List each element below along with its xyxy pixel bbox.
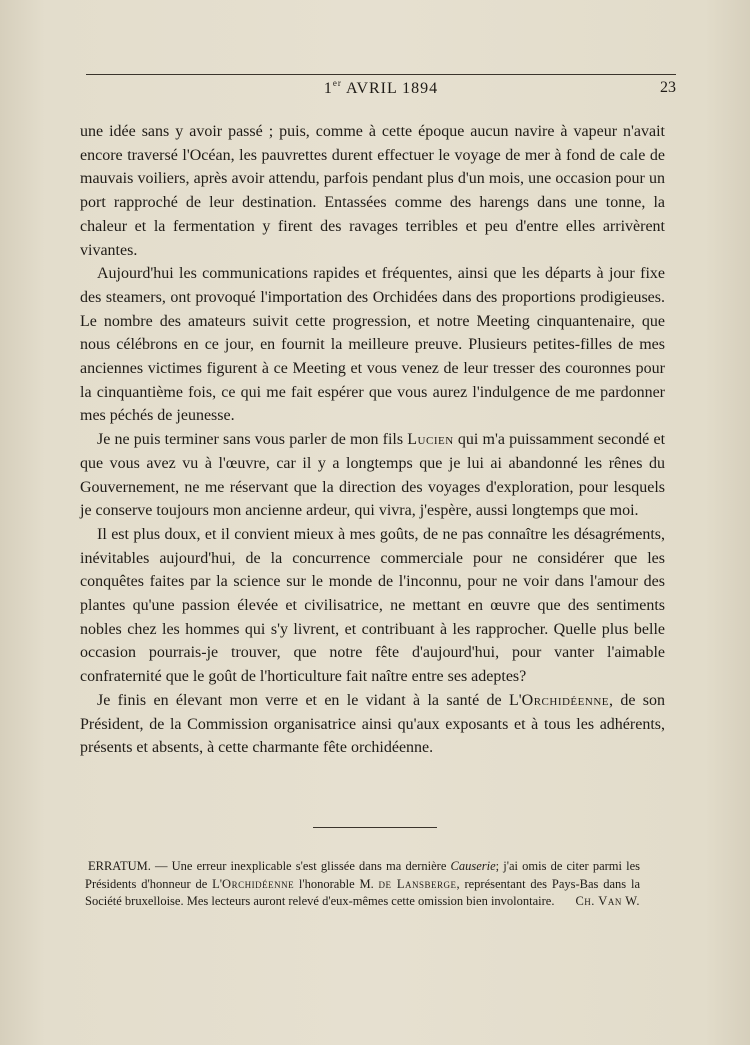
paragraph-5 <box>80 689 665 760</box>
erratum-society: Orchidéenne <box>222 876 295 891</box>
paragraph-1: une idée sans y avoir passé ; puis, comme à cette époque aucun navire à vapeur n'avait encore traversé l'Océan, les pauvrettes durent effectuer le voyage de mer à fond de cale de mauvais voiliers, après avoir attendu, parfois pendant plus d'un mois, une occasion pour un port rapproché de leur destination. Entassées comme des harengs dans une tonne, la chaleur et la fermentation y firent des ravages terribles et peu d'entre elles arrivèrent vivantes. <box>80 123 665 259</box>
paragraph-3 <box>80 428 665 523</box>
paragraph-2: Aujourd'hui les communications rapides et fréquentes, ainsi que les départs à jour fixe des steamers, ont provoqué l'importation des Orchidées dans des proportions prodigieuses. Le nombre des amateurs suivit cette progression, et notre Meeting cinquantenaire, que nous célébrons en ce jour, en fournit la meilleure preuve. Plusieurs petites-filles de mes anciennes victimes figurent à ce Meeting et vous venez de leur tresser des couronnes pour la cinquantième fois, ce qui me fait espérer que vous aurez l'indulgence de me pardonner mes péchés de jeunesse. <box>80 265 665 425</box>
erratum-person: de Lansberge <box>378 876 457 891</box>
header-month-year: AVRIL 1894 <box>341 80 439 97</box>
running-header <box>86 74 676 101</box>
erratum-text-4: , représentant des Pays-Bas dans la Société bruxelloise. Mes lecteurs auront relevé d'eux-mêmes cette omission bien involontaire. <box>85 876 641 909</box>
erratum-footnote <box>85 858 640 911</box>
page-number: 23 <box>660 79 676 96</box>
erratum-label: ERRATUM. <box>88 859 151 873</box>
erratum-text-2: ; j'ai omis de citer parmi les Présidents d'honneur de L' <box>85 859 640 891</box>
erratum-text-1: — Une erreur inexplicable s'est glissée dans ma dernière <box>150 859 451 873</box>
society-name: Orchidéenne <box>521 691 609 709</box>
erratum-text-3: l'honorable M. <box>294 876 379 891</box>
separator-rule <box>313 827 437 828</box>
signature: Ch. Van W. <box>575 894 640 909</box>
causerie-title: Causerie <box>450 859 496 873</box>
paragraph-4: Il est plus doux, et il convient mieux à mes goûts, de ne pas connaître les désagréments, inévitables aujourd'hui, de la concurrence commerciale pour ne considérer que les conquêtes faites par la science sur le monde de l'inconnu, pour ne voir dans l'amour des plantes qu'une passion élevée et civilisatrice, ne mettant en œuvre que des sentiments nobles chez les hommes qui s'y livrent, et contribuant à les rapprocher. Quelle plus belle occasion pourrais-je trouver, que notre fête d'aujourd'hui, pour vanter l'aimable confraternité que le goût de l'horticulture fait naître entre ses adeptes? <box>80 525 665 686</box>
paragraph-5-text-after: , de son Président, de la Commission organisatrice ainsi qu'aux exposants et à tous les adhérents, présents et absents, à cette charmante fête orchidéenne. <box>80 691 665 757</box>
paragraph-3-text-after: qui m'a puissamment secondé et que vous avez vu à l'œuvre, car il y a longtemps que je lui ai abandonné les rênes du Gouvernement, ne me réservant que la direction des voyages d'exploration, pour lesquels je conserve toujours mon ancienne ardeur, qui vivra, j'espère, aussi longtemps que moi. <box>80 431 666 520</box>
header-day: 1 <box>323 80 333 97</box>
header-day-suffix: er <box>332 78 342 88</box>
header-date <box>86 78 676 98</box>
article-body <box>80 120 665 760</box>
erratum-paragraph <box>85 858 640 911</box>
paragraph-5-text-before: Je finis en élevant mon verre et en le vidant à la santé de L' <box>97 691 522 709</box>
name-lucien: Lucien <box>407 431 454 449</box>
paragraph-3-text-before: Je ne puis terminer sans vous parler de mon fils <box>97 431 408 449</box>
